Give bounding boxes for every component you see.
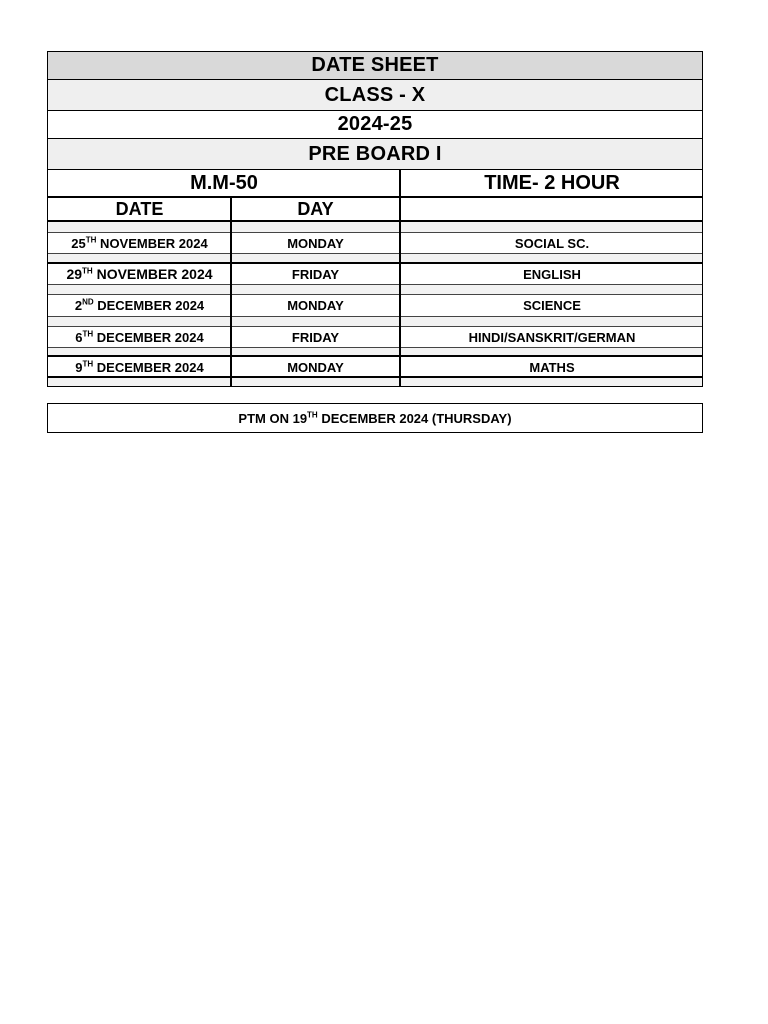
table-row-subject: MATHS (529, 359, 575, 375)
exam-time: TIME- 2 HOUR (484, 171, 620, 194)
class-label: CLASS - X (324, 83, 426, 106)
table-row-subject: ENGLISH (523, 266, 581, 282)
table-row-date: 2ND DECEMBER 2024 (74, 297, 205, 313)
sheet-title: DATE SHEET (311, 54, 439, 76)
table-row-day: FRIDAY (291, 266, 340, 282)
max-marks: M.M-50 (190, 171, 258, 194)
session-label: 2024-25 (337, 113, 413, 135)
table-row-day: MONDAY (287, 359, 344, 375)
column-header-subject (400, 197, 704, 221)
class-row (48, 80, 702, 111)
ptm-prefix: PTM ON 19 (238, 410, 308, 426)
table-row-subject: HINDI/SANSKRIT/GERMAN (468, 329, 636, 345)
table-row-day: FRIDAY (291, 329, 340, 345)
time-cell (400, 170, 704, 196)
table-row-date: 9TH DECEMBER 2024 (75, 359, 204, 375)
column-header-date (48, 197, 231, 221)
table-row-date: 29TH NOVEMBER 2024 (66, 266, 213, 282)
ptm-rest: DECEMBER 2024 (THURSDAY) (317, 410, 512, 426)
day-header: DAY (297, 198, 334, 219)
table-row-day: MONDAY (287, 297, 344, 313)
ptm-notice (47, 403, 703, 433)
table-row-subject: SOCIAL SC. (514, 235, 590, 251)
exam-label: PRE BOARD I (308, 142, 442, 165)
column-header-day (231, 197, 400, 221)
max-marks-cell (48, 170, 400, 196)
date-sheet (47, 51, 703, 387)
session-row (48, 111, 702, 139)
table-row-date: 25TH NOVEMBER 2024 (71, 235, 208, 251)
title-row (48, 52, 702, 80)
table-row-subject: SCIENCE (523, 297, 581, 313)
ptm-suffix: TH (307, 410, 318, 420)
exam-row (48, 139, 702, 170)
date-sheet-table (47, 51, 703, 387)
table-row-date: 6TH DECEMBER 2024 (75, 329, 204, 345)
date-header: DATE (115, 198, 164, 219)
table-row-day: MONDAY (287, 235, 344, 251)
